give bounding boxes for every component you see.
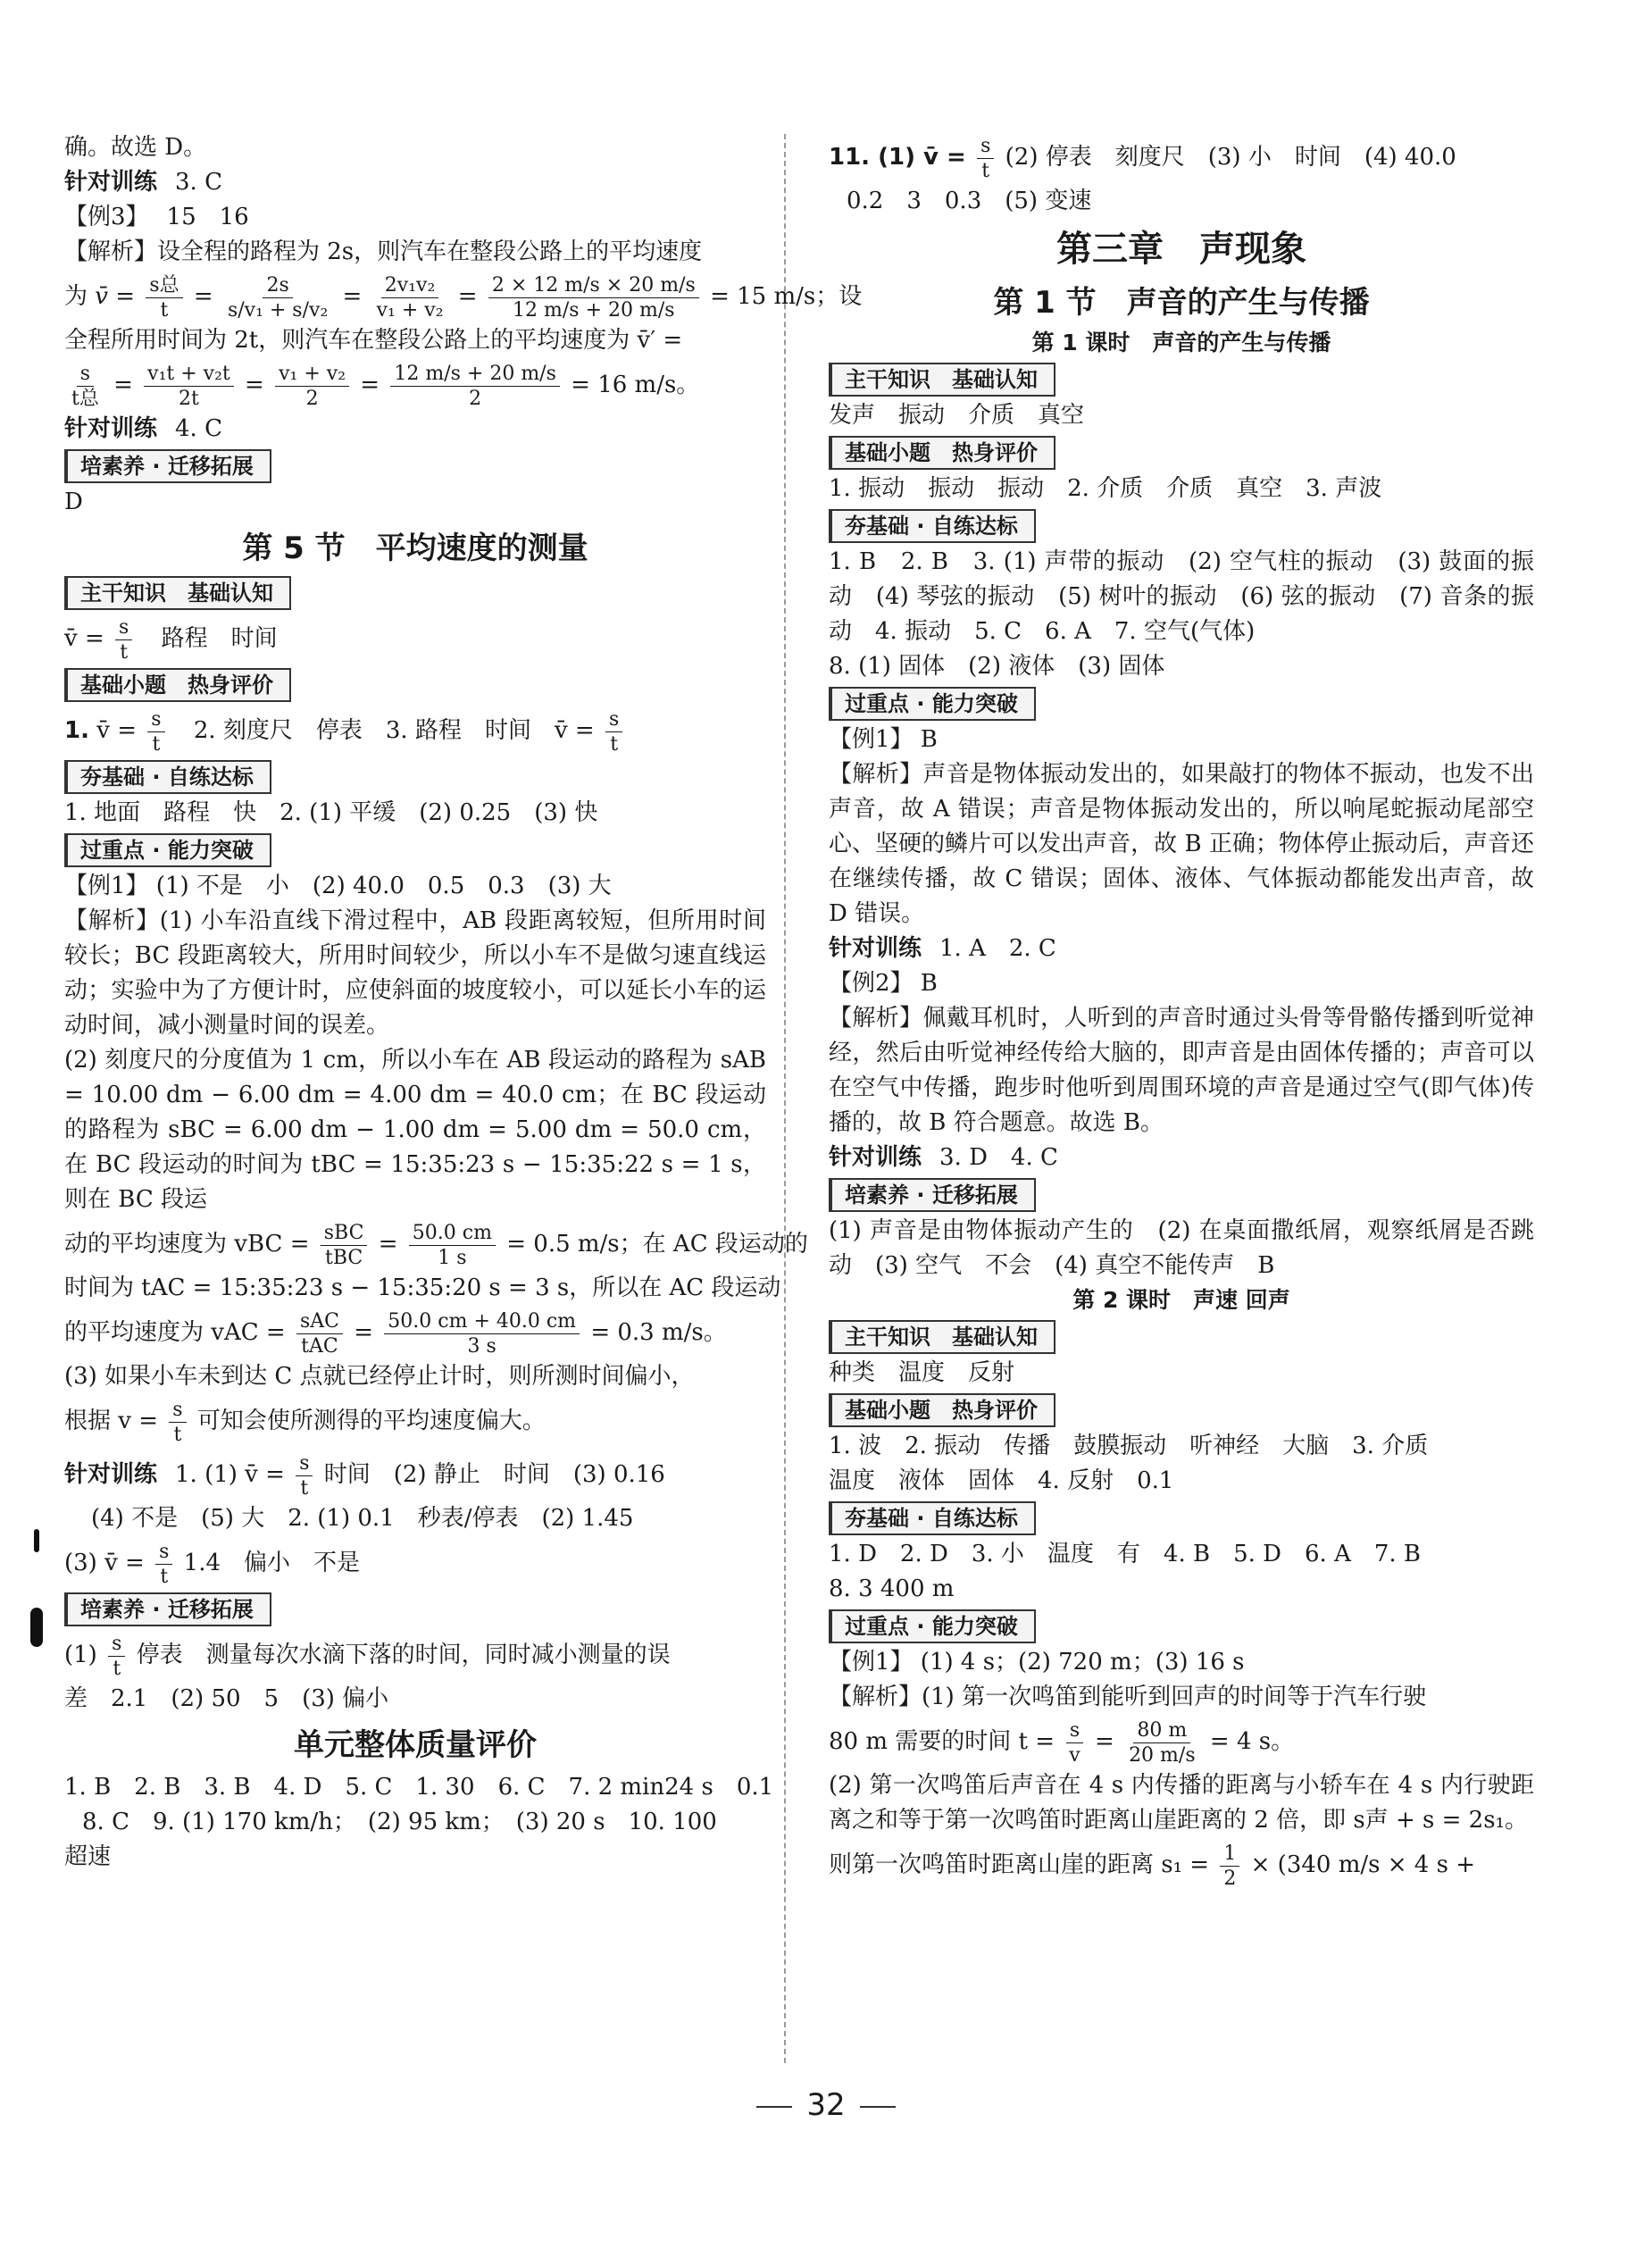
section-label-box: 主干知识 基础认知	[829, 1320, 1055, 1354]
fraction: $\frac{s}{\text{t总}}$	[71, 362, 99, 410]
fraction: $\frac{50.0 cm + 40.0 cm}{3 s}$	[384, 1309, 580, 1358]
training-line: 针对训练 4. C	[64, 415, 222, 442]
text-line: 【例1】 (1) 不是 小 (2) 40.0 0.5 0.3 (3) 大	[64, 873, 612, 899]
text-line: (3) 如果小车未到达 C 点就已经停止计时，则所测时间偏小，	[64, 1363, 695, 1390]
analysis-paragraph: 【解析】(1) 小车沿直线下滑过程中，AB 段距离较短，但所用时间较长；BC 段距离较大，所用时间较少，所以小车不是做匀速直线运动；实验中为了方便计时，应使斜面的坡度较小，可以延长小车的运动时间，减小测量时间的误差。	[64, 907, 766, 1039]
text-line: 【例2】 B	[829, 970, 938, 997]
formula-line: $\frac{s}{\text{t总}}$ = $\frac{\text{v₁t + v₂t}}{2t}$ = $\frac{\text{v₁ + v₂}}{2}$ = $\frac{12 m/s + 20 m/s}{2}$ = 16 m/s。	[64, 358, 766, 412]
text-line: 1. 振动 振动 振动 2. 介质 介质 真空 3. 声波	[829, 475, 1382, 502]
text-line: 8. (1) 固体 (2) 液体 (3) 固体	[829, 653, 1165, 680]
fraction: $\frac{12 m/s + 20 m/s}{2}$	[390, 362, 560, 411]
section-label-box: 培素养 · 迁移拓展	[64, 1592, 271, 1626]
section-label-box: 基础小题 热身评价	[64, 668, 291, 702]
answer: 3. C	[175, 169, 222, 196]
example-label: 【例3】	[64, 204, 149, 230]
fraction: $\frac{\text{2v₁v₂}}{\text{v₁ + v₂}}$	[376, 273, 444, 322]
unit-review-title: 单元整体质量评价	[294, 1727, 537, 1763]
text-line: 超速	[64, 1843, 112, 1870]
scan-mark-2	[30, 1608, 43, 1647]
training-label: 针对训练	[64, 169, 158, 196]
formula-line: (1) $\frac{s}{t}$ 停表 测量每次水滴下落的时间，同时减小测量的误	[64, 1632, 671, 1680]
fraction: $\frac{\text{v₁ + v₂}}{2}$	[275, 362, 349, 411]
text-line: 确。故选 D。	[64, 134, 207, 161]
text-line: 【例1】 B	[829, 726, 938, 753]
analysis-paragraph: (2) 第一次鸣笛后声音在 4 s 内传播的距离与小轿车在 4 s 内行驶距离之和等于第一次鸣笛时距离山崖距离的 2 倍，即 s声 + s = 2s₁。	[829, 1772, 1534, 1834]
fraction: $\frac{\text{s总}}{t}$	[146, 273, 182, 322]
formula-line: 为 v̄ = $\frac{\text{s总}}{t}$ = $\frac{2s}{\text{s/v₁ + s/v₂}}$ = $\frac{\text{2v₁v₂}}{\text{v₁ + v₂}}$ = $\frac{2 \times 12 m/s \times 20 m/s}{12 m/s + 20 m/s}$ = 15 m/s；设	[64, 273, 863, 322]
formula-line: 则第一次鸣笛时距离山崖的距离 s₁ = $\frac{1}{2}$ × (340 m/s × 4 s +	[829, 1842, 1475, 1890]
formula-line: 11. (1) v̄ = $\frac{s}{t}$ (2) 停表 刻度尺 (3) 小 时间 (4) 40.0	[829, 134, 1456, 182]
text-line: 1. 地面 路程 快 2. (1) 平缓 (2) 0.25 (3) 快	[64, 799, 598, 826]
text-line: 发声 振动 介质 真空	[829, 402, 1085, 429]
section-label-box: 基础小题 热身评价	[829, 436, 1055, 470]
text-line: 差 2.1 (2) 50 5 (3) 偏小	[64, 1685, 389, 1712]
text-line: 全程所用时间为 2t，则汽车在整段公路上的平均速度为 v̄′ =	[64, 327, 683, 354]
fraction: $\frac{2 \times 12 m/s \times 20 m/s}{12 m/s + 20 m/s}$	[488, 273, 699, 322]
section-label-box: 夯基础 · 自练达标	[829, 509, 1036, 543]
chapter-title: 第三章 声现象	[1056, 229, 1306, 270]
text-line: 【解析】设全程的路程为 2s，则汽车在整段公路上的平均速度	[64, 238, 703, 265]
text-line: (4) 不是 (5) 大 2. (1) 0.1 秒表/停表 (2) 1.45	[91, 1505, 634, 1532]
formula-line: v̄ = $\frac{s}{t}$ 路程 时间	[64, 615, 278, 664]
formula-line: 1. v̄ = $\frac{s}{t}$ 2. 刻度尺 停表 3. 路程 时间 v̄ = $\frac{s}{t}$	[64, 704, 766, 757]
section-title: 第 5 节 平均速度的测量	[242, 531, 588, 566]
lesson-title: 第 2 课时 声速 回声	[1072, 1287, 1290, 1313]
formula-line: (3) v̄ = $\frac{s}{t}$ 1.4 偏小 不是	[64, 1540, 361, 1588]
text-line: 温度 液体 固体 4. 反射 0.1	[829, 1467, 1174, 1494]
formula-line: 的平均速度为 vAC = $\frac{\text{sAC}}{\text{tAC}}$ = $\frac{50.0 cm + 40.0 cm}{3 s}$ = 0.3 m/s。	[64, 1309, 727, 1358]
fraction: $\frac{1}{2}$	[1220, 1842, 1239, 1891]
analysis-paragraph: 【解析】声音是物体振动发出的，如果敲打的物体不振动，也发不出声音，故 A 错误；声音是物体振动发出的，所以响尾蛇振动尾部空心、坚硬的鳞片可以发出声音，故 B 正确；物体停止振动后，声音还在继续传播，故 C 错误；固体、液体、气体振动都能发出声音，故 D 错误。	[829, 761, 1534, 927]
fraction: $\frac{s}{t}$	[977, 134, 994, 183]
text-line: D	[64, 489, 83, 515]
formula-line: 动的平均速度为 vBC = $\frac{\text{sBC}}{\text{tBC}}$ = $\frac{50.0 cm}{1 s}$ = 0.5 m/s；在 AC 段运动的	[64, 1221, 808, 1269]
section-label-box: 基础小题 热身评价	[829, 1393, 1055, 1427]
fraction: $\frac{\text{v₁t + v₂t}}{2t}$	[144, 362, 234, 411]
lesson-title: 第 1 课时 声音的产生与传播	[1031, 330, 1331, 355]
analysis-paragraph: (2) 刻度尺的分度值为 1 cm，所以小车在 AB 段运动的路程为 sAB = 10.00 dm − 6.00 dm = 4.00 dm = 40.0 cm；在 BC 段运动的路程为 sBC = 6.00 dm − 1.00 dm = 5.00 dm = 50.0 cm，在 BC 段运动的时间为 tBC = 15:35:23 s − 15:35:22 s = 1 s，则在 BC 段运	[64, 1047, 766, 1213]
fraction: $\frac{s}{t}$	[296, 1451, 313, 1500]
training-line	[64, 165, 766, 200]
fraction: $\frac{s}{t}$	[115, 615, 132, 664]
training-line: 针对训练 3. D 4. C	[829, 1144, 1058, 1171]
section-label-box: 夯基础 · 自练达标	[64, 760, 271, 794]
text-line: 8. C 9. (1) 170 km/h； (2) 95 km； (3) 20 s 10. 100	[82, 1809, 717, 1835]
fraction: $\frac{s}{t}$	[155, 1540, 172, 1589]
text-line: 0.2 3 0.3 (5) 变速	[847, 188, 1092, 214]
column-divider	[784, 134, 786, 2063]
fraction: $\frac{50.0 cm}{1 s}$	[409, 1221, 496, 1270]
text-line: 8. 3 400 m	[829, 1575, 955, 1602]
example-line	[64, 200, 766, 235]
section-label-box: 过重点 · 能力突破	[829, 687, 1036, 721]
text-line: 1. B 2. B 3. B 4. D 5. C 1. 30 6. C 7. 2 min24 s 0.1	[64, 1774, 774, 1801]
training-line: 针对训练 1. A 2. C	[829, 935, 1056, 962]
analysis-paragraph: 【解析】佩戴耳机时，人听到的声音时通过头骨等骨骼传播到听觉神经，然后由听觉神经传给大脑的，即声音是由固体传播的；声音可以在空气中传播，跑步时他听到周围环境的声音是通过空气(即气体)传播的，故 B 符合题意。故选 B。	[829, 1005, 1534, 1136]
answer-paragraph: 1. B 2. B 3. (1) 声带的振动 (2) 空气柱的振动 (3) 鼓面的振动 (4) 琴弦的振动 (5) 树叶的振动 (6) 弦的振动 (7) 音条的振动 4. 振动 5. C 6. A 7. 空气(气体)	[829, 548, 1534, 645]
text-line: 【例1】 (1) 4 s；(2) 720 m；(3) 16 s	[829, 1649, 1245, 1676]
section-label-box: 过重点 · 能力突破	[64, 833, 271, 867]
text-line: 1. D 2. D 3. 小 温度 有 4. B 5. D 6. A 7. B	[829, 1541, 1422, 1567]
fraction: $\frac{80 m}{20 m/s}$	[1129, 1718, 1196, 1767]
page-number: 32	[0, 2088, 1652, 2123]
section-label-box: 夯基础 · 自练达标	[829, 1501, 1036, 1535]
section-label-box: 培素养 · 迁移拓展	[64, 449, 271, 483]
formula-line: 80 m 需要的时间 t = $\frac{s}{v}$ = $\frac{80 m}{20 m/s}$ = 4 s。	[829, 1718, 1295, 1767]
formula-line: 针对训练 1. (1) v̄ = $\frac{s}{t}$ 时间 (2) 静止 时间 (3) 0.16	[64, 1451, 665, 1500]
formula-line: 根据 v = $\frac{s}{t}$ 可知会使所测得的平均速度偏大。	[64, 1398, 546, 1446]
answer: 15 16	[166, 204, 249, 230]
answer-paragraph: (1) 声音是由物体振动产生的 (2) 在桌面撒纸屑，观察纸屑是否跳动 (3) 空气 不会 (4) 真空不能传声 B	[829, 1217, 1534, 1279]
fraction: $\frac{s}{t}$	[108, 1632, 125, 1681]
text-line: 1. 波 2. 振动 传播 鼓膜振动 听神经 大脑 3. 介质	[829, 1433, 1429, 1459]
scan-mark-1	[34, 1529, 39, 1552]
fraction: $\frac{2s}{\text{s/v₁ + s/v₂}}$	[227, 273, 329, 322]
text-line: 时间为 tAC = 15:35:23 s − 15:35:20 s = 3 s，所以在 AC 段运动	[64, 1274, 781, 1301]
text-line: 种类 温度 反射	[829, 1359, 1015, 1386]
fraction: $\frac{s}{v}$	[1065, 1718, 1083, 1767]
section-title: 第 1 节 声音的产生与传播	[993, 285, 1370, 321]
section-label-box: 主干知识 基础认知	[829, 363, 1055, 397]
text-line: 【解析】(1) 第一次鸣笛到能听到回声的时间等于汽车行驶	[829, 1684, 1427, 1710]
fraction: $\frac{s}{t}$	[169, 1398, 186, 1447]
left-column	[64, 130, 863, 1875]
section-label-box: 培素养 · 迁移拓展	[829, 1178, 1036, 1212]
right-column	[829, 130, 1534, 1892]
fraction: $\frac{\text{sAC}}{\text{tAC}}$	[296, 1309, 343, 1358]
fraction: $\frac{s}{t}$	[147, 707, 164, 756]
fraction: $\frac{s}{t}$	[605, 707, 622, 756]
fraction: $\frac{\text{sBC}}{\text{tBC}}$	[321, 1221, 368, 1270]
section-label-box: 过重点 · 能力突破	[829, 1609, 1036, 1643]
section-label-box: 主干知识 基础认知	[64, 576, 291, 610]
